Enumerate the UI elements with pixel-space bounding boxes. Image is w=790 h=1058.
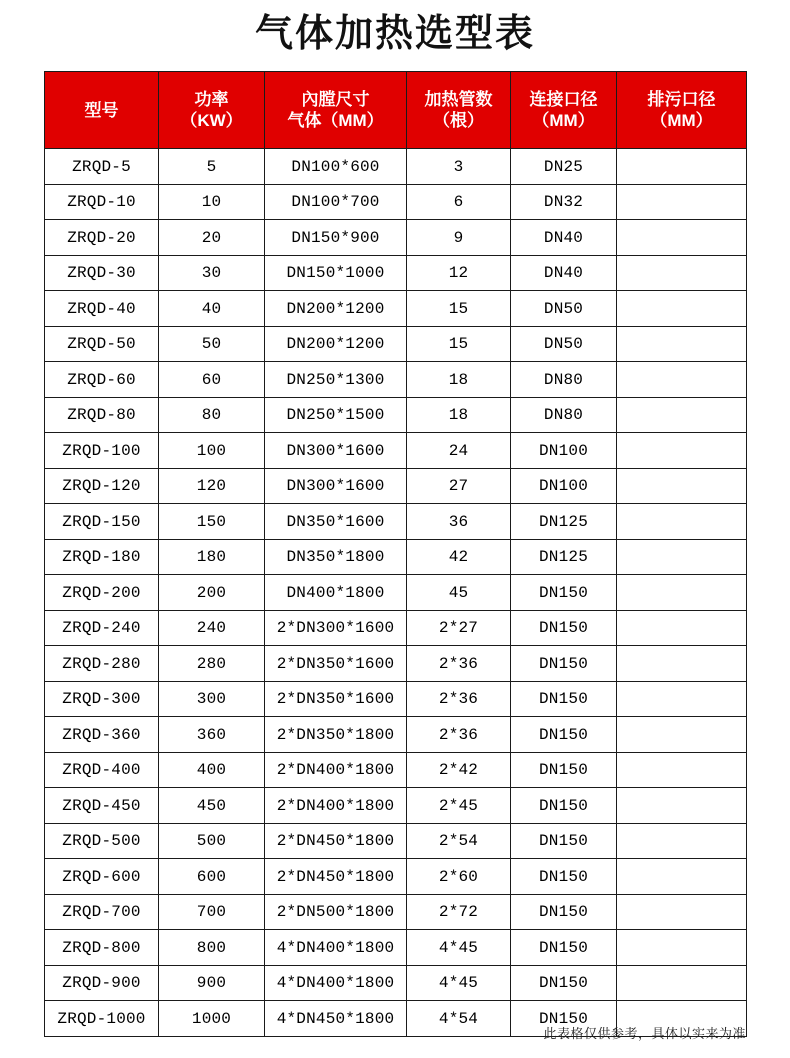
cell-power: 700	[159, 894, 265, 930]
cell-drain-diameter	[617, 575, 747, 611]
cell-tube-count: 2*54	[407, 823, 511, 859]
cell-connection-diameter: DN50	[511, 326, 617, 362]
column-header-tube-count-line2: （根）	[433, 111, 484, 131]
cell-chamber-size: DN300*1600	[265, 468, 407, 504]
column-header-connection-diameter-line2: （MM）	[532, 111, 595, 131]
column-header-drain-diameter-line1: 排污口径	[647, 90, 716, 110]
cell-tube-count: 2*27	[407, 610, 511, 646]
cell-tube-count: 2*36	[407, 646, 511, 682]
cell-model: ZRQD-180	[45, 539, 159, 575]
table-row	[45, 291, 747, 327]
column-header-drain-diameter-line2: （MM）	[650, 111, 713, 131]
cell-model: ZRQD-100	[45, 433, 159, 469]
cell-drain-diameter	[617, 184, 747, 220]
cell-power: 150	[159, 504, 265, 540]
table-row	[45, 859, 747, 895]
cell-tube-count: 24	[407, 433, 511, 469]
cell-connection-diameter: DN150	[511, 965, 617, 1001]
table-row	[45, 930, 747, 966]
cell-chamber-size: DN200*1200	[265, 326, 407, 362]
cell-chamber-size: 2*DN350*1600	[265, 646, 407, 682]
cell-connection-diameter: DN150	[511, 646, 617, 682]
table-row	[45, 717, 747, 753]
cell-drain-diameter	[617, 788, 747, 824]
cell-power: 280	[159, 646, 265, 682]
cell-model: ZRQD-60	[45, 362, 159, 398]
cell-drain-diameter	[617, 291, 747, 327]
cell-tube-count: 15	[407, 326, 511, 362]
cell-model: ZRQD-600	[45, 859, 159, 895]
cell-chamber-size: 4*DN450*1800	[265, 1001, 407, 1037]
cell-chamber-size: DN300*1600	[265, 433, 407, 469]
page-title: 气体加热选型表	[254, 13, 535, 55]
cell-drain-diameter	[617, 397, 747, 433]
table-row	[45, 362, 747, 398]
cell-chamber-size: DN200*1200	[265, 291, 407, 327]
cell-tube-count: 12	[407, 255, 511, 291]
cell-connection-diameter: DN150	[511, 717, 617, 753]
column-header-model-line1: 型号	[84, 100, 119, 120]
cell-tube-count: 15	[407, 291, 511, 327]
cell-power: 400	[159, 752, 265, 788]
table-row	[45, 965, 747, 1001]
cell-model: ZRQD-400	[45, 752, 159, 788]
cell-connection-diameter: DN50	[511, 291, 617, 327]
table-row	[45, 326, 747, 362]
cell-drain-diameter	[617, 255, 747, 291]
cell-drain-diameter	[617, 965, 747, 1001]
cell-model: ZRQD-700	[45, 894, 159, 930]
cell-model: ZRQD-800	[45, 930, 159, 966]
cell-power: 180	[159, 539, 265, 575]
table-row	[45, 539, 747, 575]
cell-model: ZRQD-10	[45, 184, 159, 220]
cell-model: ZRQD-500	[45, 823, 159, 859]
table-row	[45, 468, 747, 504]
column-header-connection-diameter-line1: 连接口径	[529, 90, 598, 110]
cell-power: 80	[159, 397, 265, 433]
column-header-drain-diameter	[617, 72, 747, 149]
table-row	[45, 788, 747, 824]
cell-chamber-size: DN400*1800	[265, 575, 407, 611]
cell-tube-count: 2*72	[407, 894, 511, 930]
cell-tube-count: 18	[407, 362, 511, 398]
cell-connection-diameter: DN125	[511, 539, 617, 575]
cell-tube-count: 27	[407, 468, 511, 504]
cell-model: ZRQD-1000	[45, 1001, 159, 1037]
cell-power: 100	[159, 433, 265, 469]
cell-drain-diameter	[617, 717, 747, 753]
cell-model: ZRQD-80	[45, 397, 159, 433]
column-header-power-line2: （KW）	[180, 111, 243, 131]
table-header	[45, 72, 747, 149]
cell-tube-count: 2*60	[407, 859, 511, 895]
cell-chamber-size: 2*DN450*1800	[265, 823, 407, 859]
cell-drain-diameter	[617, 433, 747, 469]
cell-chamber-size: 2*DN400*1800	[265, 752, 407, 788]
spec-table-container	[0, 71, 790, 1037]
cell-tube-count: 45	[407, 575, 511, 611]
cell-model: ZRQD-20	[45, 220, 159, 256]
column-header-power	[159, 72, 265, 149]
cell-tube-count: 42	[407, 539, 511, 575]
table-row	[45, 575, 747, 611]
cell-chamber-size: 2*DN400*1800	[265, 788, 407, 824]
cell-connection-diameter: DN125	[511, 504, 617, 540]
cell-model: ZRQD-30	[45, 255, 159, 291]
table-body	[45, 149, 747, 1037]
cell-power: 60	[159, 362, 265, 398]
cell-drain-diameter	[617, 468, 747, 504]
cell-model: ZRQD-900	[45, 965, 159, 1001]
cell-power: 20	[159, 220, 265, 256]
header-row	[45, 72, 747, 149]
cell-power: 50	[159, 326, 265, 362]
cell-tube-count: 6	[407, 184, 511, 220]
cell-connection-diameter: DN150	[511, 930, 617, 966]
cell-connection-diameter: DN32	[511, 184, 617, 220]
cell-connection-diameter: DN150	[511, 752, 617, 788]
table-row	[45, 823, 747, 859]
table-row	[45, 610, 747, 646]
column-header-chamber-size-line2: 气体（MM）	[287, 111, 384, 131]
cell-model: ZRQD-40	[45, 291, 159, 327]
cell-chamber-size: 4*DN400*1800	[265, 930, 407, 966]
table-row	[45, 433, 747, 469]
footnote: 此表格仅供参考，具体以实来为准	[543, 1026, 746, 1041]
cell-power: 300	[159, 681, 265, 717]
cell-connection-diameter: DN100	[511, 433, 617, 469]
table-row	[45, 220, 747, 256]
cell-drain-diameter	[617, 326, 747, 362]
cell-power: 450	[159, 788, 265, 824]
cell-connection-diameter: DN80	[511, 397, 617, 433]
cell-drain-diameter	[617, 539, 747, 575]
cell-power: 600	[159, 859, 265, 895]
cell-tube-count: 4*45	[407, 965, 511, 1001]
cell-power: 1000	[159, 1001, 265, 1037]
cell-model: ZRQD-5	[45, 149, 159, 185]
cell-chamber-size: DN350*1600	[265, 504, 407, 540]
table-row	[45, 752, 747, 788]
cell-drain-diameter	[617, 646, 747, 682]
table-row	[45, 149, 747, 185]
cell-tube-count: 9	[407, 220, 511, 256]
cell-chamber-size: 2*DN450*1800	[265, 859, 407, 895]
column-header-chamber-size	[265, 72, 407, 149]
cell-connection-diameter: DN40	[511, 220, 617, 256]
cell-drain-diameter	[617, 220, 747, 256]
cell-model: ZRQD-150	[45, 504, 159, 540]
cell-power: 40	[159, 291, 265, 327]
cell-chamber-size: DN100*700	[265, 184, 407, 220]
cell-drain-diameter	[617, 894, 747, 930]
cell-model: ZRQD-200	[45, 575, 159, 611]
cell-tube-count: 2*36	[407, 717, 511, 753]
cell-chamber-size: DN150*900	[265, 220, 407, 256]
table-row	[45, 504, 747, 540]
cell-model: ZRQD-360	[45, 717, 159, 753]
cell-power: 900	[159, 965, 265, 1001]
cell-power: 5	[159, 149, 265, 185]
cell-power: 120	[159, 468, 265, 504]
cell-connection-diameter: DN150	[511, 610, 617, 646]
cell-drain-diameter	[617, 681, 747, 717]
cell-power: 30	[159, 255, 265, 291]
cell-model: ZRQD-50	[45, 326, 159, 362]
cell-chamber-size: DN250*1300	[265, 362, 407, 398]
cell-power: 200	[159, 575, 265, 611]
cell-connection-diameter: DN150	[511, 575, 617, 611]
cell-model: ZRQD-240	[45, 610, 159, 646]
cell-model: ZRQD-120	[45, 468, 159, 504]
table-row	[45, 681, 747, 717]
cell-power: 500	[159, 823, 265, 859]
cell-drain-diameter	[617, 859, 747, 895]
cell-drain-diameter	[617, 504, 747, 540]
cell-chamber-size: 2*DN500*1800	[265, 894, 407, 930]
cell-tube-count: 2*45	[407, 788, 511, 824]
cell-chamber-size: DN350*1800	[265, 539, 407, 575]
gas-heater-spec-table	[44, 71, 747, 1037]
column-header-tube-count	[407, 72, 511, 149]
cell-connection-diameter: DN100	[511, 468, 617, 504]
cell-power: 360	[159, 717, 265, 753]
cell-chamber-size: DN150*1000	[265, 255, 407, 291]
cell-drain-diameter	[617, 610, 747, 646]
cell-chamber-size: 2*DN350*1600	[265, 681, 407, 717]
cell-power: 800	[159, 930, 265, 966]
table-row	[45, 894, 747, 930]
cell-power: 240	[159, 610, 265, 646]
column-header-tube-count-line1: 加热管数	[424, 90, 493, 110]
cell-chamber-size: 2*DN300*1600	[265, 610, 407, 646]
column-header-power-line1: 功率	[194, 90, 229, 110]
cell-model: ZRQD-300	[45, 681, 159, 717]
cell-chamber-size: 2*DN350*1800	[265, 717, 407, 753]
cell-chamber-size: 4*DN400*1800	[265, 965, 407, 1001]
cell-tube-count: 3	[407, 149, 511, 185]
cell-tube-count: 18	[407, 397, 511, 433]
cell-connection-diameter: DN150	[511, 681, 617, 717]
cell-chamber-size: DN100*600	[265, 149, 407, 185]
cell-connection-diameter: DN150	[511, 1001, 617, 1037]
cell-chamber-size: DN250*1500	[265, 397, 407, 433]
cell-tube-count: 4*45	[407, 930, 511, 966]
cell-tube-count: 2*42	[407, 752, 511, 788]
cell-drain-diameter	[617, 149, 747, 185]
cell-connection-diameter: DN150	[511, 823, 617, 859]
cell-model: ZRQD-450	[45, 788, 159, 824]
cell-connection-diameter: DN150	[511, 859, 617, 895]
column-header-chamber-size-line1: 內膛尺寸	[301, 90, 370, 110]
cell-tube-count: 4*54	[407, 1001, 511, 1037]
cell-tube-count: 2*36	[407, 681, 511, 717]
cell-connection-diameter: DN150	[511, 894, 617, 930]
cell-connection-diameter: DN150	[511, 788, 617, 824]
table-row	[45, 255, 747, 291]
cell-connection-diameter: DN80	[511, 362, 617, 398]
cell-drain-diameter	[617, 752, 747, 788]
table-row	[45, 184, 747, 220]
cell-drain-diameter	[617, 823, 747, 859]
cell-model: ZRQD-280	[45, 646, 159, 682]
cell-drain-diameter	[617, 362, 747, 398]
column-header-model	[45, 72, 159, 149]
table-row	[45, 646, 747, 682]
cell-connection-diameter: DN40	[511, 255, 617, 291]
cell-connection-diameter: DN25	[511, 149, 617, 185]
cell-drain-diameter	[617, 930, 747, 966]
cell-tube-count: 36	[407, 504, 511, 540]
column-header-connection-diameter	[511, 72, 617, 149]
cell-power: 10	[159, 184, 265, 220]
table-row	[45, 397, 747, 433]
